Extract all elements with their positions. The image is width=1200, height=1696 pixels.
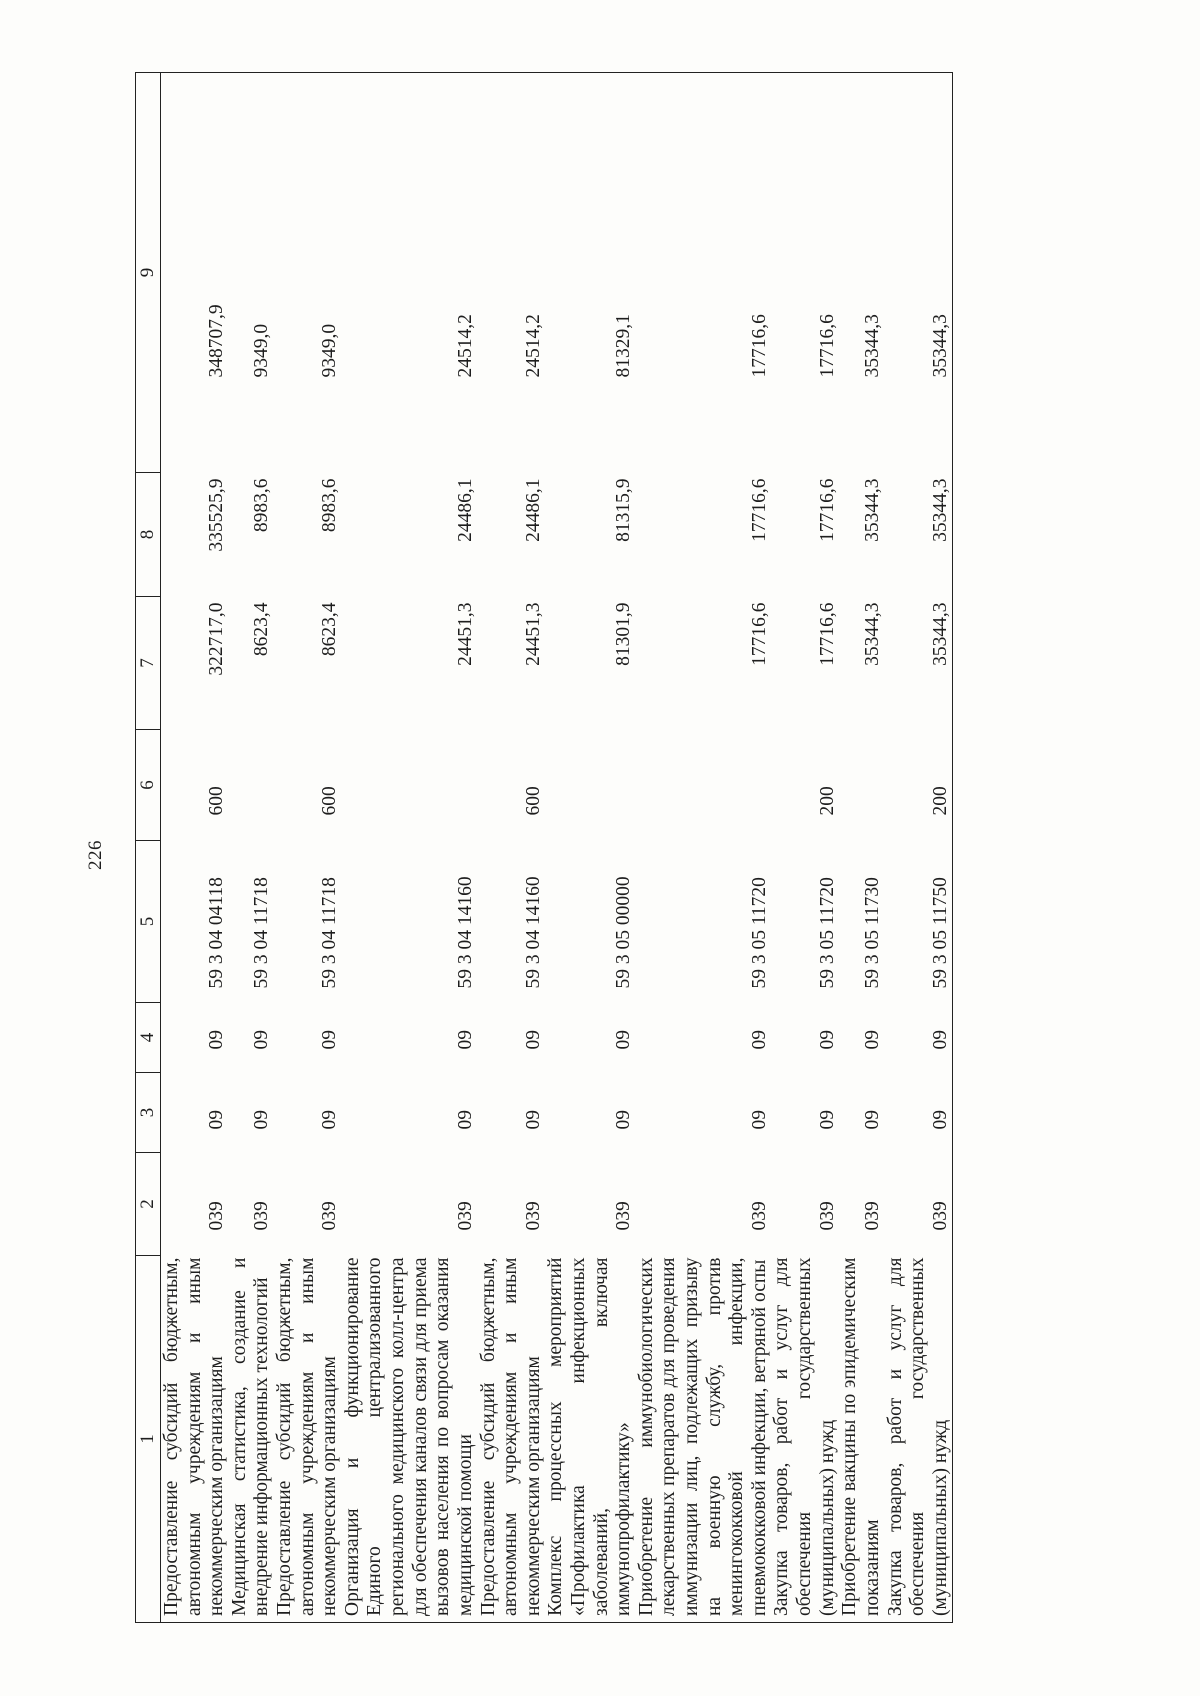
row-expense-type: 600	[319, 786, 341, 816]
table-row	[839, 73, 884, 1623]
header-col-7: 7	[136, 597, 161, 730]
row-amount-col-8: 8983,6	[319, 478, 341, 533]
row-target-article: 59 3 05 11720	[816, 877, 838, 989]
row-name-cell: Медицинская статистика, создание и внедрение информационных технологий	[229, 1256, 274, 1623]
row-expense-type: 600	[522, 786, 544, 816]
row-amount-col-9: 9349,0	[229, 73, 274, 473]
row-target-article: 59 3 05 11730	[861, 877, 883, 989]
row-name-cell: Организация и функционирование Единого централизованного регионального медицинского колл-центра для обеспечения каналов связи для приема вызовов населения по вопросам оказания медицинской помощи	[342, 1256, 478, 1623]
header-col-3: 3	[136, 1073, 161, 1153]
table-row	[545, 73, 635, 1623]
row-subsection-code: 09	[861, 1030, 883, 1050]
row-name-cell: Предоставление субсидий бюджетным, автономным учреждениям и иным некоммерческим организациям	[478, 1256, 546, 1623]
row-amount-col-9: 24514,2	[478, 73, 546, 473]
row-section-code: 09	[206, 1110, 228, 1130]
row-name-cell: Закупка товаров, работ и услуг для обеспечения государственных (муниципальных) нужд	[885, 1256, 953, 1623]
row-amount-col-9: 35344,3	[885, 73, 953, 473]
row-name-cell: Комплекс процессных мероприятий «Профилактика инфекционных заболеваний, включая иммунопрофилактику»	[545, 1256, 635, 1623]
row-department-code: 039	[748, 1201, 770, 1231]
row-amount-col-7: 35344,3	[885, 597, 953, 730]
row-amount-col-7: 8623,4	[251, 602, 273, 657]
row-section-code: 09	[885, 1073, 953, 1153]
row-department-code: 039	[251, 1201, 273, 1231]
row-department-code: 039	[885, 1153, 953, 1256]
table-row	[478, 73, 546, 1623]
row-amount-col-7: 24451,3	[454, 602, 476, 666]
row-amount-col-9: 348707,9	[161, 73, 229, 473]
row-target-article: 59 3 04 11718	[251, 877, 273, 989]
page-number: 226	[85, 840, 106, 870]
row-amount-col-8: 17716,6	[748, 478, 770, 542]
row-subsection-code: 09	[613, 1030, 635, 1050]
budget-sheet	[135, 73, 1160, 1623]
header-col-6: 6	[136, 730, 161, 841]
row-name-cell: Приобретение иммунобиологических лекарственных препаратов для проведения иммунизации лиц, подлежащих призыву на военную службу, против менингококковой инфекции, пневмококковой инфекции, ветряной оспы	[636, 1256, 772, 1623]
row-amount-col-7: 35344,3	[861, 602, 883, 666]
row-target-article: 59 3 04 14160	[454, 876, 476, 989]
row-amount-col-7: 81301,9	[613, 602, 635, 666]
row-amount-col-8: 35344,3	[861, 478, 883, 542]
header-row	[136, 73, 161, 1623]
row-target-article: 59 3 05 00000	[613, 876, 635, 989]
row-name-cell: Закупка товаров, работ и услуг для обеспечения государственных (муниципальных) нужд	[771, 1256, 839, 1623]
table-row	[885, 73, 953, 1623]
row-amount-col-7: 322717,0	[206, 602, 228, 676]
row-department-code: 039	[454, 1201, 476, 1231]
row-department-code: 039	[861, 1201, 883, 1231]
row-department-code: 039	[319, 1201, 341, 1231]
row-subsection-code: 09	[454, 1030, 476, 1050]
table-row	[636, 73, 772, 1623]
row-amount-col-9: 9349,0	[274, 73, 342, 473]
table-header	[136, 73, 161, 1623]
header-col-2: 2	[136, 1153, 161, 1256]
row-amount-col-7: 17716,6	[748, 602, 770, 666]
row-expense-type	[229, 730, 274, 841]
row-section-code: 09	[613, 1110, 635, 1130]
header-col-5: 5	[136, 841, 161, 1003]
row-amount-col-8: 335525,9	[206, 478, 228, 552]
row-expense-type: 600	[206, 786, 228, 816]
row-section-code: 09	[861, 1110, 883, 1130]
row-name-cell: Предоставление субсидий бюджетным, автономным учреждениям и иным некоммерческим организациям	[161, 1256, 229, 1623]
row-department-code: 039	[206, 1201, 228, 1231]
row-target-article: 59 3 05 11720	[748, 877, 770, 989]
table-row	[274, 73, 342, 1623]
table-row	[229, 73, 274, 1623]
row-amount-col-9: 81329,1	[545, 73, 635, 473]
header-col-9: 9	[136, 73, 161, 473]
row-expense-type: 200	[885, 730, 953, 841]
row-amount-col-8: 35344,3	[885, 473, 953, 597]
row-expense-type: 200	[816, 786, 838, 816]
table-row	[342, 73, 478, 1623]
row-section-code: 09	[522, 1110, 544, 1130]
row-section-code: 09	[319, 1110, 341, 1130]
row-subsection-code: 09	[816, 1030, 838, 1050]
row-amount-col-8: 17716,6	[816, 478, 838, 542]
table-row	[161, 73, 229, 1623]
row-amount-col-7: 24451,3	[522, 602, 544, 666]
row-section-code: 09	[816, 1110, 838, 1130]
row-expense-type	[342, 730, 478, 841]
header-col-4: 4	[136, 1003, 161, 1073]
row-section-code: 09	[454, 1110, 476, 1130]
row-target-article: 59 3 04 04118	[206, 877, 228, 989]
row-target-article: 59 3 04 11718	[319, 877, 341, 989]
budget-table	[135, 72, 953, 1623]
row-amount-col-8: 24486,1	[522, 478, 544, 542]
row-amount-col-9: 17716,6	[771, 73, 839, 473]
row-subsection-code: 09	[206, 1030, 228, 1050]
row-subsection-code: 09	[522, 1030, 544, 1050]
row-amount-col-7: 8623,4	[319, 602, 341, 657]
row-amount-col-9: 35344,3	[839, 73, 884, 473]
row-department-code: 039	[522, 1201, 544, 1231]
row-name-cell: Предоставление субсидий бюджетным, автономным учреждениям и иным некоммерческим организациям	[274, 1256, 342, 1623]
row-amount-col-8: 81315,9	[613, 478, 635, 542]
table-body	[161, 73, 953, 1623]
row-target-article: 59 3 05 11750	[885, 841, 953, 1003]
row-section-code: 09	[748, 1110, 770, 1130]
table-row	[771, 73, 839, 1623]
row-department-code: 039	[613, 1201, 635, 1231]
row-amount-col-8: 8983,6	[251, 478, 273, 533]
row-amount-col-8: 24486,1	[454, 478, 476, 542]
row-section-code: 09	[251, 1110, 273, 1130]
row-target-article: 59 3 04 14160	[522, 876, 544, 989]
row-expense-type	[636, 730, 772, 841]
row-amount-col-9: 24514,2	[342, 73, 478, 473]
row-subsection-code: 09	[748, 1030, 770, 1050]
row-expense-type	[839, 730, 884, 841]
row-subsection-code: 09	[251, 1030, 273, 1050]
header-col-8: 8	[136, 473, 161, 597]
row-subsection-code: 09	[885, 1003, 953, 1073]
row-amount-col-9: 17716,6	[636, 73, 772, 473]
row-department-code: 039	[816, 1201, 838, 1231]
row-subsection-code: 09	[319, 1030, 341, 1050]
row-expense-type	[545, 730, 635, 841]
header-col-1: 1	[136, 1256, 161, 1623]
row-name-cell: Приобретение вакцины по эпидемическим показаниям	[839, 1256, 884, 1623]
row-amount-col-7: 17716,6	[816, 602, 838, 666]
